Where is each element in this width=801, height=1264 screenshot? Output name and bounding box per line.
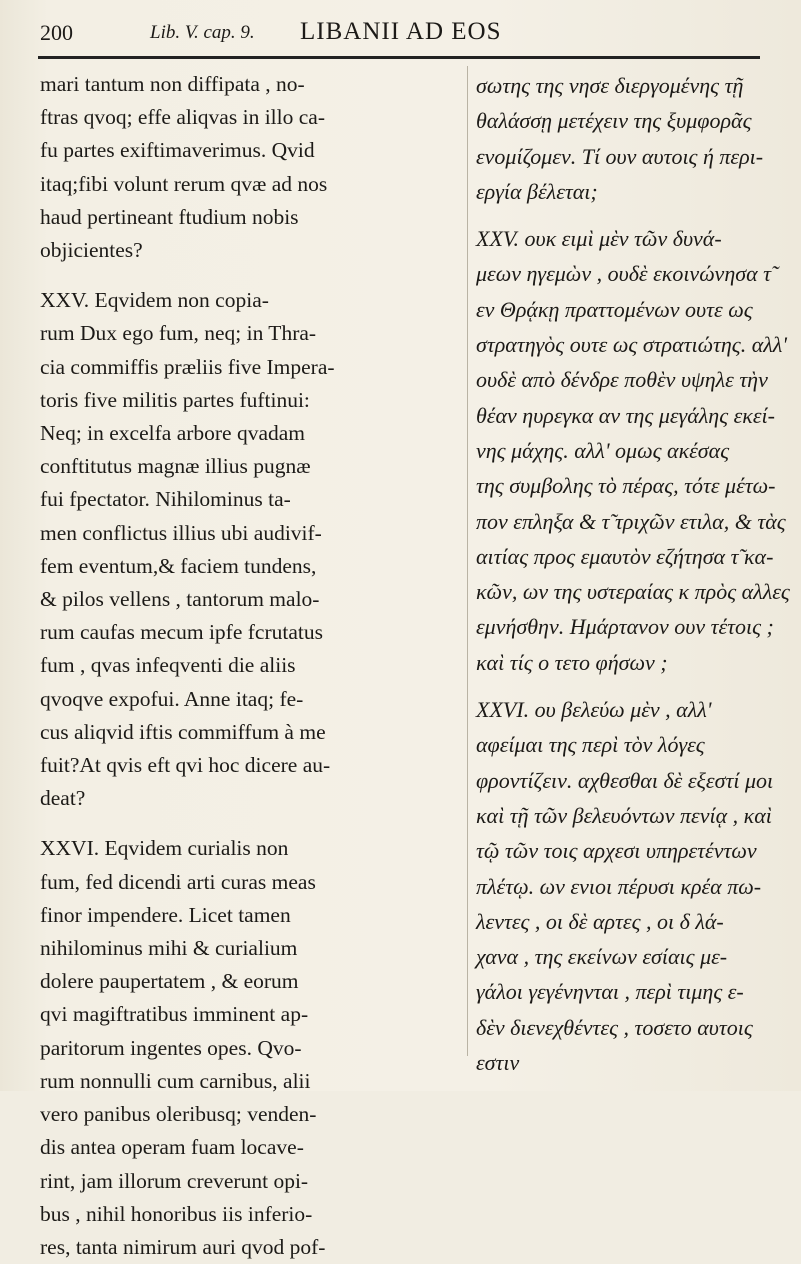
page-number: 200 xyxy=(40,20,73,45)
text-line: θέαν ηυρεγκα αν της μεγάλης εκεί- xyxy=(476,402,775,428)
text-line: toris five militis partes fuftinui: xyxy=(40,387,310,412)
text-line: ουδὲ απὸ δένδρε ποθὲν υψηλε τὴν xyxy=(476,367,768,393)
latin-column xyxy=(40,68,460,1264)
page-header xyxy=(40,14,760,54)
text-line: θαλάσσῃ μετέχειν της ξυμφορᾶς xyxy=(476,108,752,134)
text-line: dis antea operam fuam locave- xyxy=(40,1135,304,1160)
text-line: ενομίζομεν. Τί ουν αυτοις ή περι- xyxy=(476,143,764,169)
text-line: φροντίζειν. αχθεσθαι δὲ εξεστί μοι xyxy=(476,767,774,793)
text-line: χανα , της εκείνων εσίαις με- xyxy=(476,944,728,970)
latin-paragraph-25 xyxy=(40,284,460,815)
text-line: qvoqve expofui. Anne itaq; fe- xyxy=(40,686,304,711)
text-line: qvi magiftratibus imminent ap- xyxy=(40,1002,309,1027)
text-line: cus aliqvid iftis commiffum à me xyxy=(40,719,326,744)
text-line: γάλοι γεγένηνται , περὶ τιμης ε- xyxy=(476,979,744,1005)
text-line: vero panibus oleribusq; venden- xyxy=(40,1102,317,1127)
text-line: mari tantum non diffipata , no- xyxy=(40,72,305,96)
text-line: objicientes? xyxy=(40,238,143,263)
text-line: ftras qvoq; effe aliqvas in illo ca- xyxy=(40,105,325,130)
column-divider xyxy=(467,66,468,1056)
text-line: rum caufas mecum ipfe fcrutatus xyxy=(40,620,323,645)
text-line: εστιν xyxy=(476,1050,520,1076)
text-line: XXV. ουκ ειμὶ μὲν τῶν δυνά- xyxy=(476,226,722,252)
text-line: fuit?At qvis eft qvi hoc dicere au- xyxy=(40,753,331,778)
text-line: μεων ηγεμὼν , ουδὲ εκοινώνησα τ̃ xyxy=(476,261,772,287)
greek-paragraph-1 xyxy=(476,68,776,209)
text-line: νης μάχης. αλλ' ομως ακέσας xyxy=(476,437,730,463)
text-line: cia commiffis præliis five Impera- xyxy=(40,354,335,379)
text-line: εν Θρᾴκῃ πραττομένων ουτε ως xyxy=(476,296,753,322)
text-line: αφείμαι της περὶ τὸν λόγες xyxy=(476,732,705,758)
text-line: Neq; in excelfa arbore qvadam xyxy=(40,421,306,446)
text-line: conftitutus magnæ illius pugnæ xyxy=(40,454,311,479)
latin-paragraph-1 xyxy=(40,68,460,267)
text-line: & pilos vellens , tantorum malo- xyxy=(40,587,320,612)
text-line: nihilominus mihi & curialium xyxy=(40,936,298,961)
text-line: κῶν, ων της υστεραίας κ πρὸς αλλες xyxy=(476,579,790,605)
text-line: fem eventum,& faciem tundens, xyxy=(40,553,317,578)
text-line: εμνήσθην. Ημάρτανον ουν τέτοις ; xyxy=(476,614,774,640)
text-line: haud pertineant ftudium nobis xyxy=(40,204,299,229)
text-line: της συμβολης τὸ πέρας, τότε μέτω- xyxy=(476,473,776,499)
text-line: res, tanta nimirum auri qvod pof- xyxy=(40,1234,326,1259)
text-line: καὶ τίς ο τετο φήσων ; xyxy=(476,649,668,675)
text-line: rum nonnulli cum carnibus, alii xyxy=(40,1068,311,1093)
text-line: πλέτῳ. ων ενιοι πέρυσι κρέα πω- xyxy=(476,873,762,899)
text-line: fum , qvas infeqventi die aliis xyxy=(40,653,296,678)
text-line: XXVI. ου βελεύω μὲν , αλλ' xyxy=(476,697,712,723)
text-line: men conflictus illius ubi audivif- xyxy=(40,520,322,545)
text-line: λεντες , οι δὲ αρτες , οι δ λά- xyxy=(476,908,724,934)
text-line: σωτης της νησε διεργομένης τῇ xyxy=(476,73,744,98)
greek-paragraph-25 xyxy=(476,221,790,680)
text-line: δὲν διενεχθέντες , τοσετο αυτοις xyxy=(476,1014,753,1040)
text-line: εργία βέλεται; xyxy=(476,178,598,204)
text-line: στρατηγὸς ουτε ως στρατιώτης. αλλ' xyxy=(476,332,788,358)
text-line: deat? xyxy=(40,786,86,811)
text-line: rum Dux ego fum, neq; in Thra- xyxy=(40,321,317,346)
text-line: καὶ τῇ τῶν βελευόντων πενίᾳ , καὶ xyxy=(476,802,772,828)
header-rule xyxy=(38,56,760,59)
latin-paragraph-26 xyxy=(40,832,460,1264)
text-line: αιτίας προς εμαυτὸν εζήτησα τ̃ κα- xyxy=(476,543,774,569)
text-line: fui fpectator. Nihilominus ta- xyxy=(40,487,291,512)
text-line: τῷ τῶν τοις αρχεσι υπηρετέντων xyxy=(476,838,757,864)
text-line: paritorum ingentes opes. Qvo- xyxy=(40,1035,302,1060)
text-line: XXV. Eqvidem non copia- xyxy=(40,288,269,313)
text-line: itaq;fibi volunt rerum qvæ ad nos xyxy=(40,171,328,196)
text-line: πον επληξα & τ̃ τριχῶν ετιλα, & τὰς xyxy=(476,508,786,534)
text-line: dolere paupertatem , & eorum xyxy=(40,969,299,994)
text-line: XXVI. Eqvidem curialis non xyxy=(40,836,289,861)
text-line: finor impendere. Licet tamen xyxy=(40,902,291,927)
running-head: Lib. V. cap. 9. xyxy=(150,22,255,43)
text-line: rint, jam illorum creverunt opi- xyxy=(40,1168,309,1193)
text-line: bus , nihil honoribus iis inferio- xyxy=(40,1201,313,1226)
running-title: LIBANII AD EOS xyxy=(300,18,502,45)
text-line: fum, fed dicendi arti curas meas xyxy=(40,869,316,894)
greek-paragraph-26 xyxy=(476,692,776,1080)
text-line: fu partes exiftimaverimus. Qvid xyxy=(40,138,315,163)
greek-column xyxy=(476,68,790,1080)
